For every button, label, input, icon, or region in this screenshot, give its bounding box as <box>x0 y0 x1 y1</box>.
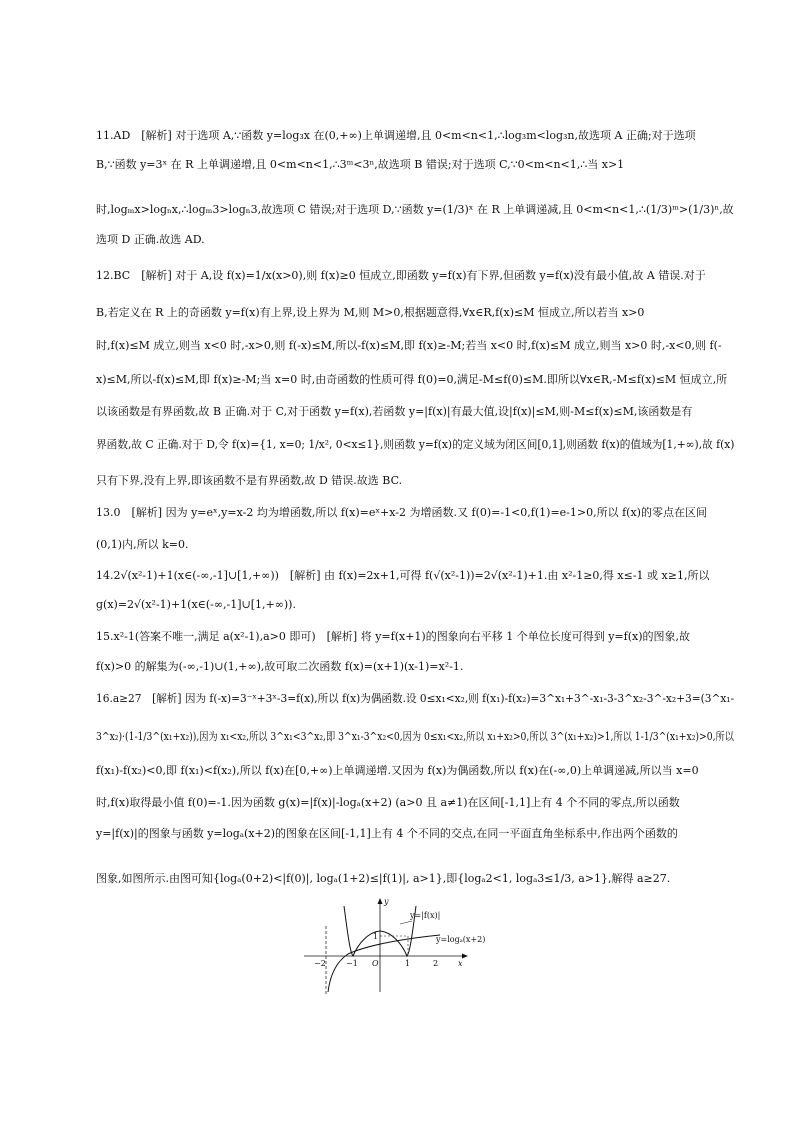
function-graph <box>300 896 490 996</box>
solution-13-line-2: (0,1)内,所以 k=0. <box>96 538 189 551</box>
origin-label: O <box>372 959 379 968</box>
f-curve-label: y=|f(x)| <box>410 911 441 920</box>
tick-2: 2 <box>433 959 439 968</box>
solution-15-line-1: 15.x²-1(答案不唯一,满足 a(x²-1),a>0 即可) [解析] 将 y=f(x+1)的图象向右平移 1 个单位长度可得到 y=f(x)的图象,故 <box>96 630 690 643</box>
tick-1: 1 <box>405 959 411 968</box>
solution-12-line-7: 只有下界,没有上界,即该函数不是有界函数,故 D 错误.故选 BC. <box>96 474 403 487</box>
tick-minus-2: −2 <box>314 959 326 968</box>
solution-11-line-2: B,∵函数 y=3ˣ 在 R 上单调递增,且 0<m<n<1,∴3ᵐ<3ⁿ,故选项 B 错误;对于选项 C,∵0<m<n<1,∴当 x>1 <box>96 158 625 171</box>
solution-12-line-5: 以该函数是有界函数,故 B 正确.对于 C,对于函数 y=f(x),若函数 y=|f(x)|有最大值,设|f(x)|≤M,则-M≤f(x)≤M,该函数是有 <box>96 405 693 418</box>
solution-11-line-3: 时,logₘx>logₙx,∴logₘ3>logₙ3,故选项 C 错误;对于选项 D,∵函数 y=(1/3)ˣ 在 R 上单调递减,且 0<m<n<1,∴(1/3)ᵐ>(1/3)ⁿ,故 <box>96 203 734 216</box>
y-axis-arrow <box>378 898 383 904</box>
solution-16-line-1: 16.a≥27 [解析] 因为 f(-x)=3⁻ˣ+3ˣ-3=f(x),所以 f(x)为偶函数.设 0≤x₁<x₂,则 f(x₁)-f(x₂)=3^x₁+3^-x₁-3-3^x₂-3^-x₂+3=(3^x₁- <box>96 692 735 705</box>
solution-15-line-2: f(x)>0 的解集为(-∞,-1)∪(1,+∞),故可取二次函数 f(x)=(x+1)(x-1)=x²-1. <box>96 660 464 673</box>
solution-11-line-4: 选项 D 正确.故选 AD. <box>96 233 205 246</box>
tick-y-1: 1 <box>373 932 379 941</box>
solution-16-line-5: y=|f(x)|的图象与函数 y=logₐ(x+2)的图象在区间[-1,1]上有 4 个不同的交点,在同一平面直角坐标系中,作出两个函数的 <box>96 827 678 840</box>
solution-12-line-1: 12.BC [解析] 对于 A,设 f(x)=1/x(x>0),则 f(x)≥0 恒成立,即函数 y=f(x)有下界,但函数 y=f(x)没有最小值,故 A 错误.对于 <box>96 269 706 282</box>
solution-16-line-4: 时,f(x)取得最小值 f(0)=-1.因为函数 g(x)=|f(x)|-logₐ(x+2) (a>0 且 a≠1)在区间[-1,1]上有 4 个不同的零点,所以函数 <box>96 796 680 809</box>
solution-16-line-6: 图象,如图所示.由图可知{logₐ(0+2)<|f(0)|, logₐ(1+2)≤|f(1)|, a>1},即{logₐ2<1, logₐ3≤1/3, a>1},解得 a≥27. <box>96 872 671 885</box>
solution-12-line-2: B,若定义在 R 上的奇函数 y=f(x)有上界,设上界为 M,则 M>0,根据题意得,∀x∈R,f(x)≤M 恒成立,所以若当 x>0 <box>96 306 645 319</box>
solution-16-line-3: f(x₁)-f(x₂)<0,即 f(x₁)<f(x₂),所以 f(x)在[0,+∞)上单调递增.又因为 f(x)为偶函数,所以 f(x)在(-∞,0)上单调递减,所以当 x=0 <box>96 764 699 777</box>
solution-12-line-4: x)≤M,所以-f(x)≤M,即 f(x)≥-M;当 x=0 时,由奇函数的性质可得 f(0)=0,满足-M≤f(0)≤M.即所以∀x∈R,-M≤f(x)≤M 恒成立,所 <box>96 373 728 386</box>
solution-13-line-1: 13.0 [解析] 因为 y=eˣ,y=x-2 均为增函数,所以 f(x)=eˣ+x-2 为增函数.又 f(0)=-1<0,f(1)=e-1>0,所以 f(x)的零点在区间 <box>96 506 707 519</box>
f-label-leader <box>400 921 412 924</box>
tick-minus-1: −1 <box>346 959 358 968</box>
y-axis-label: y <box>384 897 389 906</box>
log-curve-label: y=logₐ(x+2) <box>436 935 486 944</box>
solution-11-line-1: 11.AD [解析] 对于选项 A,∵函数 y=log₃x 在(0,+∞)上单调递增,且 0<m<n<1,∴log₃m<log₃n,故选项 A 正确;对于选项 <box>96 129 696 142</box>
solution-14-line-1: 14.2√(x²-1)+1(x∈(-∞,-1]∪[1,+∞)) [解析] 由 f(x)=2x+1,可得 f(√(x²-1))=2√(x²-1)+1.由 x²-1≥0,得 x≤-1 或 x≥1,所以 <box>96 569 710 582</box>
log-curve <box>328 935 440 992</box>
solution-12-line-3: 时,f(x)≤M 成立,则当 x<0 时,-x>0,则 f(-x)≤M,所以-f(x)≤M,即 f(x)≥-M;若当 x<0 时,f(x)≤M 成立,则当 x>0 时,-x<0,则 f(- <box>96 339 722 352</box>
x-axis-label: x <box>458 959 463 968</box>
solution-12-line-6: 界函数,故 C 正确.对于 D,令 f(x)={1, x=0; 1/x², 0<x≤1},则函数 y=f(x)的定义域为闭区间[0,1],则函数 f(x)的值域为[1,+∞),故 f(x) <box>96 438 735 451</box>
solution-14-line-2: g(x)=2√(x²-1)+1(x∈(-∞,-1]∪[1,+∞)). <box>96 598 296 611</box>
solution-16-line-2: 3^x₂)·(1-1/3^(x₁+x₂)),因为 x₁<x₂,所以 3^x₁<3^x₂,即 3^x₁-3^x₂<0,因为 0≤x₁<x₂,所以 x₁+x₂>0,所以 3^(x₁+x₂)>1,所以 1-1/3^(x₁+x₂)>0,所以 <box>96 730 734 743</box>
x-axis-arrow <box>462 954 468 959</box>
